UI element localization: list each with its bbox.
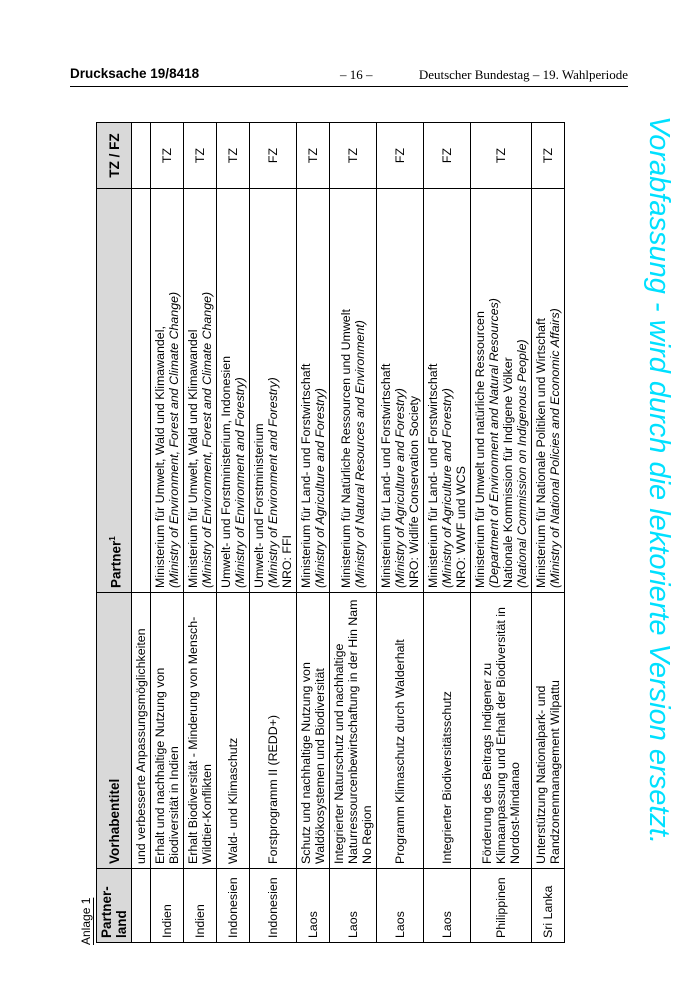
annex-label: Anlage 1 — [79, 897, 93, 945]
table-row — [297, 123, 330, 943]
project-title-cell: Erhalt Biodiversität - Minderung von Mensch-Wildtier-Konflikten — [184, 593, 217, 869]
project-title-cell: Wald- und Klimaschutz — [217, 593, 250, 869]
cooperation-type-cell: TZ — [151, 123, 184, 189]
partner-english-name: (Ministry of Environment, Forest and Climate Change) — [167, 291, 181, 588]
partner-english-name: (Ministry of Natural Resources and Environment) — [353, 320, 367, 588]
project-title-cell: Integrierter Biodiversitätsschutz — [424, 593, 471, 869]
document-number — [70, 66, 199, 81]
project-table-container — [96, 123, 626, 943]
header-partner-label: Partner — [108, 540, 124, 588]
project-title-cell: Schutz und nachhaltige Nutzung von Waldökosystemen und Biodiversität — [297, 593, 330, 869]
page-number: – 16 – — [340, 67, 373, 82]
partner-name: Ministerium für Natürliche Ressourcen und Umwelt — [339, 309, 353, 588]
draft-watermark: Vorabfassung - wird durch die lektorierte Version ersetzt. — [643, 116, 675, 845]
partner-name: Ministerium für Nationale Politiken und Wirtschaft — [534, 318, 548, 588]
project-title-cell: Erhalt und nachhaltige Nutzung von Biodiversität in Indien — [151, 593, 184, 869]
header-cooperation-type: TZ / FZ — [97, 123, 132, 189]
partner-country-cell: Philippinen — [471, 869, 532, 943]
partner-name: Ministerium für Land- und Forstwirtschaft — [426, 363, 440, 588]
partner-cell — [424, 189, 471, 593]
partner-cell — [532, 189, 565, 593]
project-title-cell: und verbesserte Anpassungsmöglichkeiten — [132, 593, 151, 869]
partner-country-cell: Laos — [424, 869, 471, 943]
partner-cell — [330, 189, 377, 593]
partner-name: Ministerium für Land- und Forstwirtschaft — [379, 363, 393, 588]
cooperation-type-cell: TZ — [471, 123, 532, 189]
document-prefix: Drucksache 19/ — [70, 66, 170, 81]
partner-country-cell: Indonesien — [217, 869, 250, 943]
partner-cell — [250, 189, 297, 593]
partner-cell — [297, 189, 330, 593]
table-row — [184, 123, 217, 943]
partner-name: Ministerium für Land- und Forstwirtschaft — [299, 363, 313, 588]
partner-english-name: (National Commission on Indigenous People) — [515, 339, 529, 588]
partner-country-cell: Indien — [184, 869, 217, 943]
partner-cell — [184, 189, 217, 593]
header-partner — [97, 189, 132, 593]
partner-country-cell: Laos — [297, 869, 330, 943]
cooperation-type-cell: TZ — [184, 123, 217, 189]
partner-country-cell — [132, 869, 151, 943]
project-title-cell: Programm Klimaschutz durch Walderhalt — [377, 593, 424, 869]
header-project-title: Vorhabentitel — [97, 593, 132, 869]
header-partner-country: Partner-land — [97, 869, 132, 943]
table-row — [330, 123, 377, 943]
institution-name: Deutscher Bundestag – 19. Wahlperiode — [418, 67, 628, 82]
table-row — [250, 123, 297, 943]
project-title-cell: Forstprogramm II (REDD+) — [250, 593, 297, 869]
cooperation-type-cell: FZ — [377, 123, 424, 189]
partner-name: Ministerium für Umwelt, Wald und Klimawandel, — [153, 326, 167, 588]
partner-cell — [217, 189, 250, 593]
page-header — [70, 66, 628, 84]
cooperation-type-cell — [132, 123, 151, 189]
partner-english-name: (Ministry of Agriculture and Forestry) — [313, 388, 327, 588]
partner-english-name: (Ministry of National Policies and Economic Affairs) — [548, 308, 562, 588]
cooperation-type-cell: TZ — [330, 123, 377, 189]
table-row — [377, 123, 424, 943]
partner-cell — [132, 189, 151, 593]
partner-cell — [471, 189, 532, 593]
partner-english-name: (Department of Environment and Natural Resources) — [487, 298, 501, 588]
partner-name: Ministerium für Umwelt, Wald und Klimawandel — [186, 329, 200, 588]
partner-country-cell: Laos — [377, 869, 424, 943]
partner-country-cell: Laos — [330, 869, 377, 943]
partner-cell — [151, 189, 184, 593]
table-row — [424, 123, 471, 943]
project-table — [96, 122, 565, 943]
partner-english-name: (Ministry of Environment and Forestry) — [233, 377, 247, 588]
partner-name: NRO: WWF und WCS — [454, 466, 468, 588]
partner-name: Umwelt- und Forstministerium — [252, 423, 266, 588]
table-row — [132, 123, 151, 943]
cooperation-type-cell: FZ — [250, 123, 297, 189]
partner-name: NRO: Widlife Conservation Society — [407, 395, 421, 588]
document-number-value: 8418 — [169, 66, 200, 81]
project-title-cell: Integrierter Naturschutz und nachhaltige Naturressourcenbewirtschaftung in der Hin Nam No Region — [330, 593, 377, 869]
table-header-row — [97, 123, 132, 943]
table-row — [471, 123, 532, 943]
partner-country-cell: Sri Lanka — [532, 869, 565, 943]
partner-english-name: (Ministry of Agriculture and Forestry) — [440, 388, 454, 588]
partner-english-name: (Ministry of Environment and Forestry) — [266, 377, 280, 588]
header-rule — [70, 86, 628, 87]
partner-country-cell: Indien — [151, 869, 184, 943]
footnote-marker: 1 — [107, 536, 117, 541]
partner-english-name: (Ministry of Environment, Forest and Climate Change) — [200, 291, 214, 588]
project-title-cell: Unterstützung Nationalpark- und Randzonenmanagement Wilpattu — [532, 593, 565, 869]
partner-name: Ministerium für Umwelt und natürliche Ressourcen — [473, 311, 487, 588]
table-row — [532, 123, 565, 943]
cooperation-type-cell: FZ — [424, 123, 471, 189]
table-row — [217, 123, 250, 943]
cooperation-type-cell: TZ — [532, 123, 565, 189]
project-title-cell: Förderung des Beitrags Indigener zu Klimaanpassung und Erhalt der Biodiversität in Nordost-Mindanao — [471, 593, 532, 869]
table-body — [132, 123, 565, 943]
partner-country-cell: Indonesien — [250, 869, 297, 943]
cooperation-type-cell: TZ — [217, 123, 250, 189]
partner-english-name: (Ministry of Agriculture and Forestry) — [393, 388, 407, 588]
partner-cell — [377, 189, 424, 593]
partner-name: NRO: FFI — [280, 535, 294, 588]
partner-name: Umwelt- und Forstministerium, Indonesien — [219, 355, 233, 588]
table-row — [151, 123, 184, 943]
cooperation-type-cell: TZ — [297, 123, 330, 189]
partner-name: Nationale Kommission für Indigene Völker — [501, 357, 515, 588]
